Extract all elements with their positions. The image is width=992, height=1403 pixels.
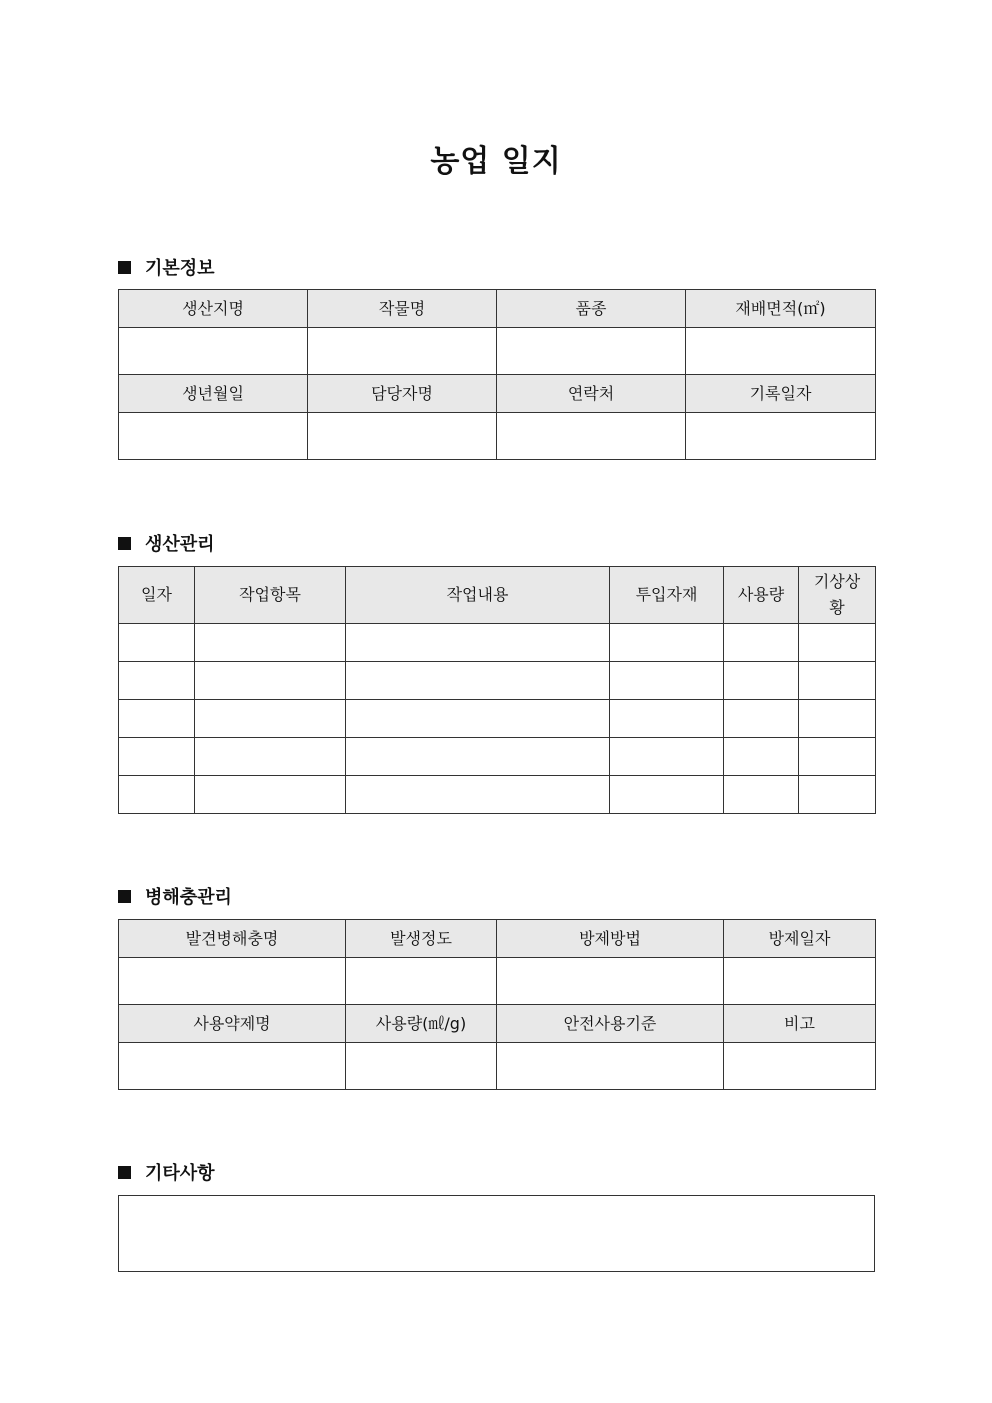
section-title-basic xyxy=(118,254,215,280)
table-cell[interactable] xyxy=(799,738,876,776)
table-cell[interactable] xyxy=(119,624,195,662)
pest-input-row-1 xyxy=(119,958,876,1005)
table-cell[interactable] xyxy=(724,738,799,776)
basic-input-row-1 xyxy=(119,328,876,375)
input-record-date[interactable] xyxy=(686,413,876,460)
table-cell[interactable] xyxy=(346,662,610,700)
table-cell[interactable] xyxy=(724,700,799,738)
table-row xyxy=(119,624,876,662)
table-cell[interactable] xyxy=(799,776,876,814)
input-control-method[interactable] xyxy=(497,958,724,1005)
basic-header-row-1 xyxy=(119,290,876,328)
table-cell[interactable] xyxy=(195,662,346,700)
page-title: 농업 일지 xyxy=(430,144,562,179)
section-basic-label: 기본정보 xyxy=(145,258,215,279)
input-control-date[interactable] xyxy=(724,958,876,1005)
table-cell[interactable] xyxy=(610,738,724,776)
table-cell[interactable] xyxy=(195,700,346,738)
input-crop-name[interactable] xyxy=(308,328,497,375)
input-remarks[interactable] xyxy=(724,1043,876,1090)
section-production-label: 생산관리 xyxy=(145,534,215,555)
square-bullet-icon xyxy=(118,261,131,274)
section-title-notes xyxy=(118,1159,215,1185)
section-notes-label: 기타사항 xyxy=(145,1163,215,1184)
production-header-row xyxy=(119,567,876,624)
input-manager-name[interactable] xyxy=(308,413,497,460)
table-cell[interactable] xyxy=(119,738,195,776)
header-control-date: 방제일자 xyxy=(724,920,876,958)
header-input-materials: 투입자재 xyxy=(610,567,724,624)
header-variety: 품종 xyxy=(497,290,686,328)
header-control-method: 방제방법 xyxy=(497,920,724,958)
square-bullet-icon xyxy=(118,890,131,903)
input-severity[interactable] xyxy=(346,958,497,1005)
header-production-site: 생산지명 xyxy=(119,290,308,328)
basic-info-table xyxy=(118,289,876,460)
pest-input-row-2 xyxy=(119,1043,876,1090)
input-production-site[interactable] xyxy=(119,328,308,375)
table-cell[interactable] xyxy=(799,700,876,738)
header-work-content: 작업내용 xyxy=(346,567,610,624)
input-pesticide-usage[interactable] xyxy=(346,1043,497,1090)
input-variety[interactable] xyxy=(497,328,686,375)
input-safety-standard[interactable] xyxy=(497,1043,724,1090)
table-cell[interactable] xyxy=(724,662,799,700)
header-usage: 사용량 xyxy=(724,567,799,624)
table-cell[interactable] xyxy=(195,738,346,776)
table-cell[interactable] xyxy=(610,624,724,662)
table-cell[interactable] xyxy=(346,776,610,814)
table-cell[interactable] xyxy=(195,624,346,662)
table-row xyxy=(119,700,876,738)
table-row xyxy=(119,662,876,700)
basic-input-row-2 xyxy=(119,413,876,460)
section-pest-label: 병해충관리 xyxy=(145,887,232,908)
table-cell[interactable] xyxy=(610,700,724,738)
table-cell[interactable] xyxy=(119,700,195,738)
table-cell[interactable] xyxy=(119,662,195,700)
table-row xyxy=(119,776,876,814)
header-pest-name: 발견병해충명 xyxy=(119,920,346,958)
table-row xyxy=(119,738,876,776)
table-cell[interactable] xyxy=(799,624,876,662)
table-cell[interactable] xyxy=(799,662,876,700)
header-birth-date: 생년월일 xyxy=(119,375,308,413)
header-record-date: 기록일자 xyxy=(686,375,876,413)
section-title-pest xyxy=(118,883,232,909)
input-pesticide-name[interactable] xyxy=(119,1043,346,1090)
header-weather: 기상상황 xyxy=(799,567,876,624)
table-cell[interactable] xyxy=(610,662,724,700)
input-birth-date[interactable] xyxy=(119,413,308,460)
production-table xyxy=(118,566,876,814)
pest-header-row-2 xyxy=(119,1005,876,1043)
input-pest-name[interactable] xyxy=(119,958,346,1005)
header-severity: 발생정도 xyxy=(346,920,497,958)
header-pesticide-usage: 사용량(㎖/g) xyxy=(346,1005,497,1043)
square-bullet-icon xyxy=(118,537,131,550)
square-bullet-icon xyxy=(118,1166,131,1179)
table-cell[interactable] xyxy=(195,776,346,814)
table-cell[interactable] xyxy=(724,624,799,662)
table-cell[interactable] xyxy=(119,776,195,814)
table-cell[interactable] xyxy=(346,624,610,662)
header-work-item: 작업항목 xyxy=(195,567,346,624)
input-cultivation-area[interactable] xyxy=(686,328,876,375)
table-cell[interactable] xyxy=(610,776,724,814)
header-remarks: 비고 xyxy=(724,1005,876,1043)
table-cell[interactable] xyxy=(346,738,610,776)
header-safety-standard: 안전사용기준 xyxy=(497,1005,724,1043)
pest-header-row-1 xyxy=(119,920,876,958)
header-cultivation-area: 재배면적(㎡) xyxy=(686,290,876,328)
input-contact[interactable] xyxy=(497,413,686,460)
basic-header-row-2 xyxy=(119,375,876,413)
section-title-production xyxy=(118,530,215,556)
table-cell[interactable] xyxy=(724,776,799,814)
header-contact: 연락처 xyxy=(497,375,686,413)
header-crop-name: 작물명 xyxy=(308,290,497,328)
table-cell[interactable] xyxy=(346,700,610,738)
pest-table xyxy=(118,919,876,1090)
header-manager-name: 담당자명 xyxy=(308,375,497,413)
header-pesticide-name: 사용약제명 xyxy=(119,1005,346,1043)
header-date: 일자 xyxy=(119,567,195,624)
notes-box[interactable] xyxy=(118,1195,875,1272)
